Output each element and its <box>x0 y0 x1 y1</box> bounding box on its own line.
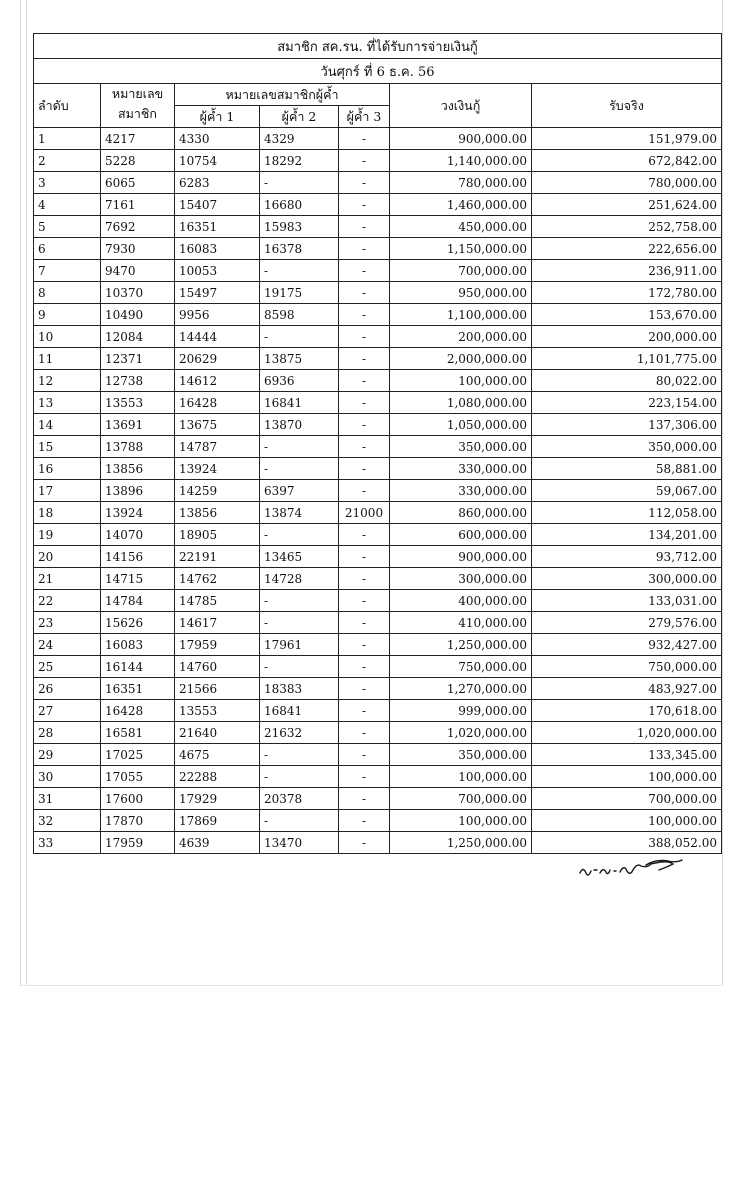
header-guarantor-3: ผู้ค้ำ 3 <box>339 106 390 128</box>
cell-received: 1,020,000.00 <box>532 722 722 744</box>
cell-loan-amount: 600,000.00 <box>390 524 532 546</box>
table-row <box>34 590 722 612</box>
cell-guarantor-2: 4329 <box>260 128 339 150</box>
cell-loan-amount: 1,020,000.00 <box>390 722 532 744</box>
table-row <box>34 568 722 590</box>
cell-member: 17025 <box>101 744 175 766</box>
cell-loan-amount: 900,000.00 <box>390 128 532 150</box>
table-row <box>34 612 722 634</box>
cell-guarantor-1: 4639 <box>175 832 260 854</box>
cell-loan-amount: 330,000.00 <box>390 480 532 502</box>
cell-seq: 15 <box>34 436 101 458</box>
cell-seq: 7 <box>34 260 101 282</box>
cell-guarantor-2: 16841 <box>260 700 339 722</box>
cell-seq: 20 <box>34 546 101 568</box>
cell-received: 59,067.00 <box>532 480 722 502</box>
cell-received: 222,656.00 <box>532 238 722 260</box>
table-row <box>34 194 722 216</box>
cell-member: 17600 <box>101 788 175 810</box>
cell-guarantor-2: 17961 <box>260 634 339 656</box>
cell-received: 100,000.00 <box>532 766 722 788</box>
cell-member: 13856 <box>101 458 175 480</box>
cell-guarantor-2: - <box>260 590 339 612</box>
cell-member: 14156 <box>101 546 175 568</box>
cell-received: 137,306.00 <box>532 414 722 436</box>
cell-guarantor-3: - <box>339 656 390 678</box>
cell-guarantor-3: - <box>339 744 390 766</box>
cell-seq: 18 <box>34 502 101 524</box>
cell-loan-amount: 350,000.00 <box>390 744 532 766</box>
table-row <box>34 304 722 326</box>
cell-guarantor-2: 6397 <box>260 480 339 502</box>
cell-guarantor-2: 16841 <box>260 392 339 414</box>
cell-guarantor-1: 17959 <box>175 634 260 656</box>
table-row <box>34 766 722 788</box>
cell-guarantor-1: 21566 <box>175 678 260 700</box>
cell-received: 133,031.00 <box>532 590 722 612</box>
cell-guarantor-1: 13675 <box>175 414 260 436</box>
cell-received: 170,618.00 <box>532 700 722 722</box>
cell-seq: 24 <box>34 634 101 656</box>
cell-guarantor-3: - <box>339 150 390 172</box>
cell-seq: 9 <box>34 304 101 326</box>
cell-seq: 25 <box>34 656 101 678</box>
cell-guarantor-1: 18905 <box>175 524 260 546</box>
table-row <box>34 810 722 832</box>
cell-member: 12084 <box>101 326 175 348</box>
cell-guarantor-1: 10053 <box>175 260 260 282</box>
cell-seq: 1 <box>34 128 101 150</box>
cell-received: 300,000.00 <box>532 568 722 590</box>
cell-loan-amount: 100,000.00 <box>390 810 532 832</box>
cell-received: 279,576.00 <box>532 612 722 634</box>
cell-guarantor-2: - <box>260 524 339 546</box>
table-row <box>34 150 722 172</box>
cell-loan-amount: 200,000.00 <box>390 326 532 348</box>
cell-seq: 17 <box>34 480 101 502</box>
cell-guarantor-1: 16428 <box>175 392 260 414</box>
cell-guarantor-2: 6936 <box>260 370 339 392</box>
table-row <box>34 370 722 392</box>
table-row <box>34 326 722 348</box>
cell-member: 7930 <box>101 238 175 260</box>
cell-seq: 14 <box>34 414 101 436</box>
cell-seq: 29 <box>34 744 101 766</box>
cell-received: 200,000.00 <box>532 326 722 348</box>
cell-guarantor-3: - <box>339 238 390 260</box>
cell-member: 16428 <box>101 700 175 722</box>
cell-guarantor-1: 10754 <box>175 150 260 172</box>
scan-edge-line <box>722 0 723 985</box>
cell-seq: 2 <box>34 150 101 172</box>
cell-guarantor-2: 19175 <box>260 282 339 304</box>
cell-guarantor-1: 17929 <box>175 788 260 810</box>
cell-guarantor-2: 14728 <box>260 568 339 590</box>
header-member-line1: หมายเลข <box>111 86 164 101</box>
cell-member: 16083 <box>101 634 175 656</box>
cell-guarantor-1: 14785 <box>175 590 260 612</box>
cell-guarantor-1: 14444 <box>175 326 260 348</box>
table-row <box>34 392 722 414</box>
cell-received: 388,052.00 <box>532 832 722 854</box>
cell-received: 80,022.00 <box>532 370 722 392</box>
cell-guarantor-1: 14760 <box>175 656 260 678</box>
cell-loan-amount: 350,000.00 <box>390 436 532 458</box>
cell-seq: 4 <box>34 194 101 216</box>
cell-received: 780,000.00 <box>532 172 722 194</box>
cell-member: 13691 <box>101 414 175 436</box>
cell-guarantor-2: - <box>260 744 339 766</box>
cell-guarantor-2: - <box>260 810 339 832</box>
cell-seq: 26 <box>34 678 101 700</box>
cell-member: 4217 <box>101 128 175 150</box>
cell-seq: 23 <box>34 612 101 634</box>
cell-seq: 30 <box>34 766 101 788</box>
cell-seq: 32 <box>34 810 101 832</box>
cell-guarantor-2: 13470 <box>260 832 339 854</box>
cell-received: 223,154.00 <box>532 392 722 414</box>
cell-loan-amount: 330,000.00 <box>390 458 532 480</box>
cell-loan-amount: 1,080,000.00 <box>390 392 532 414</box>
cell-loan-amount: 1,050,000.00 <box>390 414 532 436</box>
cell-guarantor-1: 13553 <box>175 700 260 722</box>
cell-guarantor-3: - <box>339 326 390 348</box>
header-received: รับจริง <box>532 84 722 128</box>
table-row <box>34 260 722 282</box>
table-row <box>34 678 722 700</box>
cell-guarantor-2: - <box>260 612 339 634</box>
cell-guarantor-3: - <box>339 678 390 700</box>
cell-seq: 5 <box>34 216 101 238</box>
cell-member: 15626 <box>101 612 175 634</box>
cell-seq: 11 <box>34 348 101 370</box>
cell-received: 153,670.00 <box>532 304 722 326</box>
table-row <box>34 458 722 480</box>
table-row <box>34 656 722 678</box>
scan-bottom-edge <box>20 985 723 986</box>
cell-member: 17055 <box>101 766 175 788</box>
cell-guarantor-2: 21632 <box>260 722 339 744</box>
cell-guarantor-3: - <box>339 524 390 546</box>
cell-guarantor-3: - <box>339 590 390 612</box>
table-row <box>34 788 722 810</box>
table-body <box>34 128 722 854</box>
scan-edge-line <box>20 0 21 985</box>
cell-guarantor-3: - <box>339 216 390 238</box>
cell-guarantor-3: - <box>339 546 390 568</box>
table-row <box>34 414 722 436</box>
header-guarantor-1: ผู้ค้ำ 1 <box>175 106 260 128</box>
cell-seq: 22 <box>34 590 101 612</box>
table-row <box>34 348 722 370</box>
cell-guarantor-1: 22288 <box>175 766 260 788</box>
cell-loan-amount: 750,000.00 <box>390 656 532 678</box>
cell-received: 151,979.00 <box>532 128 722 150</box>
cell-guarantor-3: - <box>339 392 390 414</box>
cell-received: 134,201.00 <box>532 524 722 546</box>
cell-guarantor-3: - <box>339 766 390 788</box>
cell-guarantor-1: 14762 <box>175 568 260 590</box>
cell-loan-amount: 1,150,000.00 <box>390 238 532 260</box>
cell-seq: 28 <box>34 722 101 744</box>
cell-seq: 10 <box>34 326 101 348</box>
cell-guarantor-1: 14617 <box>175 612 260 634</box>
cell-seq: 27 <box>34 700 101 722</box>
cell-guarantor-2: 16378 <box>260 238 339 260</box>
cell-guarantor-1: 14612 <box>175 370 260 392</box>
table-row <box>34 436 722 458</box>
cell-loan-amount: 900,000.00 <box>390 546 532 568</box>
cell-loan-amount: 999,000.00 <box>390 700 532 722</box>
cell-guarantor-3: - <box>339 282 390 304</box>
cell-loan-amount: 1,250,000.00 <box>390 832 532 854</box>
cell-guarantor-3: - <box>339 128 390 150</box>
cell-guarantor-1: 6283 <box>175 172 260 194</box>
cell-guarantor-1: 13924 <box>175 458 260 480</box>
cell-guarantor-2: 13874 <box>260 502 339 524</box>
table-row <box>34 216 722 238</box>
header-guarantor-2: ผู้ค้ำ 2 <box>260 106 339 128</box>
table-row <box>34 480 722 502</box>
cell-loan-amount: 100,000.00 <box>390 370 532 392</box>
cell-guarantor-3: - <box>339 700 390 722</box>
cell-loan-amount: 1,140,000.00 <box>390 150 532 172</box>
cell-loan-amount: 1,460,000.00 <box>390 194 532 216</box>
cell-member: 10490 <box>101 304 175 326</box>
table-row <box>34 700 722 722</box>
table-row <box>34 832 722 854</box>
cell-seq: 16 <box>34 458 101 480</box>
table-row <box>34 172 722 194</box>
cell-loan-amount: 410,000.00 <box>390 612 532 634</box>
cell-received: 112,058.00 <box>532 502 722 524</box>
cell-loan-amount: 100,000.00 <box>390 766 532 788</box>
cell-member: 10370 <box>101 282 175 304</box>
cell-guarantor-3: - <box>339 414 390 436</box>
cell-received: 1,101,775.00 <box>532 348 722 370</box>
cell-member: 16144 <box>101 656 175 678</box>
cell-guarantor-1: 4675 <box>175 744 260 766</box>
cell-guarantor-1: 16351 <box>175 216 260 238</box>
cell-guarantor-1: 15497 <box>175 282 260 304</box>
cell-guarantor-3: 21000 <box>339 502 390 524</box>
cell-received: 483,927.00 <box>532 678 722 700</box>
cell-member: 16351 <box>101 678 175 700</box>
table-row <box>34 524 722 546</box>
cell-member: 13896 <box>101 480 175 502</box>
cell-guarantor-2: - <box>260 172 339 194</box>
cell-member: 7161 <box>101 194 175 216</box>
cell-loan-amount: 950,000.00 <box>390 282 532 304</box>
table-row <box>34 238 722 260</box>
cell-member: 13553 <box>101 392 175 414</box>
cell-guarantor-1: 17869 <box>175 810 260 832</box>
cell-received: 672,842.00 <box>532 150 722 172</box>
header-member-line2: สมาชิก <box>118 106 157 121</box>
cell-member: 9470 <box>101 260 175 282</box>
cell-guarantor-2: - <box>260 260 339 282</box>
cell-guarantor-2: - <box>260 436 339 458</box>
cell-guarantor-2: 13870 <box>260 414 339 436</box>
cell-seq: 6 <box>34 238 101 260</box>
cell-guarantor-1: 16083 <box>175 238 260 260</box>
cell-received: 700,000.00 <box>532 788 722 810</box>
table-row <box>34 502 722 524</box>
cell-seq: 3 <box>34 172 101 194</box>
cell-received: 236,911.00 <box>532 260 722 282</box>
cell-guarantor-3: - <box>339 260 390 282</box>
cell-guarantor-2: 18383 <box>260 678 339 700</box>
header-guarantor-group: หมายเลขสมาชิกผู้ค้ำ <box>175 84 390 106</box>
table-row <box>34 744 722 766</box>
cell-member: 17959 <box>101 832 175 854</box>
cell-received: 251,624.00 <box>532 194 722 216</box>
cell-guarantor-1: 15407 <box>175 194 260 216</box>
cell-member: 12371 <box>101 348 175 370</box>
cell-guarantor-2: 13465 <box>260 546 339 568</box>
cell-received: 932,427.00 <box>532 634 722 656</box>
cell-guarantor-3: - <box>339 348 390 370</box>
table-row <box>34 282 722 304</box>
cell-loan-amount: 1,100,000.00 <box>390 304 532 326</box>
cell-seq: 13 <box>34 392 101 414</box>
cell-guarantor-3: - <box>339 194 390 216</box>
cell-guarantor-3: - <box>339 722 390 744</box>
cell-loan-amount: 700,000.00 <box>390 260 532 282</box>
cell-guarantor-1: 20629 <box>175 348 260 370</box>
cell-guarantor-3: - <box>339 810 390 832</box>
cell-member: 17870 <box>101 810 175 832</box>
cell-guarantor-1: 21640 <box>175 722 260 744</box>
cell-member: 5228 <box>101 150 175 172</box>
cell-guarantor-3: - <box>339 612 390 634</box>
cell-guarantor-2: 16680 <box>260 194 339 216</box>
cell-member: 14070 <box>101 524 175 546</box>
cell-guarantor-3: - <box>339 788 390 810</box>
cell-member: 13924 <box>101 502 175 524</box>
cell-loan-amount: 300,000.00 <box>390 568 532 590</box>
cell-seq: 19 <box>34 524 101 546</box>
cell-guarantor-3: - <box>339 370 390 392</box>
cell-guarantor-3: - <box>339 634 390 656</box>
document-title: สมาชิก สค.รน. ที่ได้รับการจ่ายเงินกู้ <box>34 34 722 59</box>
cell-guarantor-2: 13875 <box>260 348 339 370</box>
cell-guarantor-3: - <box>339 304 390 326</box>
cell-member: 14715 <box>101 568 175 590</box>
cell-loan-amount: 400,000.00 <box>390 590 532 612</box>
header-seq: ลำดับ <box>34 84 101 128</box>
table-row <box>34 546 722 568</box>
signature-mark <box>576 855 700 881</box>
cell-guarantor-2: 15983 <box>260 216 339 238</box>
cell-seq: 33 <box>34 832 101 854</box>
cell-loan-amount: 860,000.00 <box>390 502 532 524</box>
cell-guarantor-3: - <box>339 568 390 590</box>
cell-guarantor-2: 8598 <box>260 304 339 326</box>
cell-member: 12738 <box>101 370 175 392</box>
cell-guarantor-3: - <box>339 436 390 458</box>
cell-loan-amount: 1,250,000.00 <box>390 634 532 656</box>
cell-member: 14784 <box>101 590 175 612</box>
cell-member: 13788 <box>101 436 175 458</box>
cell-guarantor-3: - <box>339 172 390 194</box>
cell-guarantor-3: - <box>339 458 390 480</box>
cell-loan-amount: 450,000.00 <box>390 216 532 238</box>
cell-guarantor-1: 4330 <box>175 128 260 150</box>
cell-guarantor-2: 20378 <box>260 788 339 810</box>
cell-loan-amount: 780,000.00 <box>390 172 532 194</box>
cell-received: 58,881.00 <box>532 458 722 480</box>
cell-received: 350,000.00 <box>532 436 722 458</box>
table-row <box>34 722 722 744</box>
cell-received: 172,780.00 <box>532 282 722 304</box>
table-row <box>34 128 722 150</box>
cell-member: 6065 <box>101 172 175 194</box>
cell-received: 100,000.00 <box>532 810 722 832</box>
cell-member: 7692 <box>101 216 175 238</box>
cell-seq: 21 <box>34 568 101 590</box>
cell-seq: 8 <box>34 282 101 304</box>
cell-received: 252,758.00 <box>532 216 722 238</box>
header-loan-amount: วงเงินกู้ <box>390 84 532 128</box>
cell-guarantor-3: - <box>339 480 390 502</box>
table-row <box>34 634 722 656</box>
cell-received: 93,712.00 <box>532 546 722 568</box>
cell-guarantor-3: - <box>339 832 390 854</box>
cell-guarantor-2: - <box>260 766 339 788</box>
cell-guarantor-1: 13856 <box>175 502 260 524</box>
cell-received: 133,345.00 <box>532 744 722 766</box>
cell-guarantor-2: - <box>260 656 339 678</box>
cell-guarantor-1: 22191 <box>175 546 260 568</box>
cell-loan-amount: 700,000.00 <box>390 788 532 810</box>
cell-member: 16581 <box>101 722 175 744</box>
loan-payment-table <box>33 33 722 854</box>
cell-guarantor-2: - <box>260 326 339 348</box>
cell-guarantor-2: - <box>260 458 339 480</box>
header-member <box>101 84 175 128</box>
cell-guarantor-2: 18292 <box>260 150 339 172</box>
cell-guarantor-1: 9956 <box>175 304 260 326</box>
cell-guarantor-1: 14787 <box>175 436 260 458</box>
cell-received: 750,000.00 <box>532 656 722 678</box>
scan-edge-line <box>26 0 27 985</box>
cell-guarantor-1: 14259 <box>175 480 260 502</box>
document-date: วันศุกร์ ที่ 6 ธ.ค. 56 <box>34 59 722 84</box>
cell-seq: 12 <box>34 370 101 392</box>
cell-loan-amount: 2,000,000.00 <box>390 348 532 370</box>
cell-loan-amount: 1,270,000.00 <box>390 678 532 700</box>
cell-seq: 31 <box>34 788 101 810</box>
